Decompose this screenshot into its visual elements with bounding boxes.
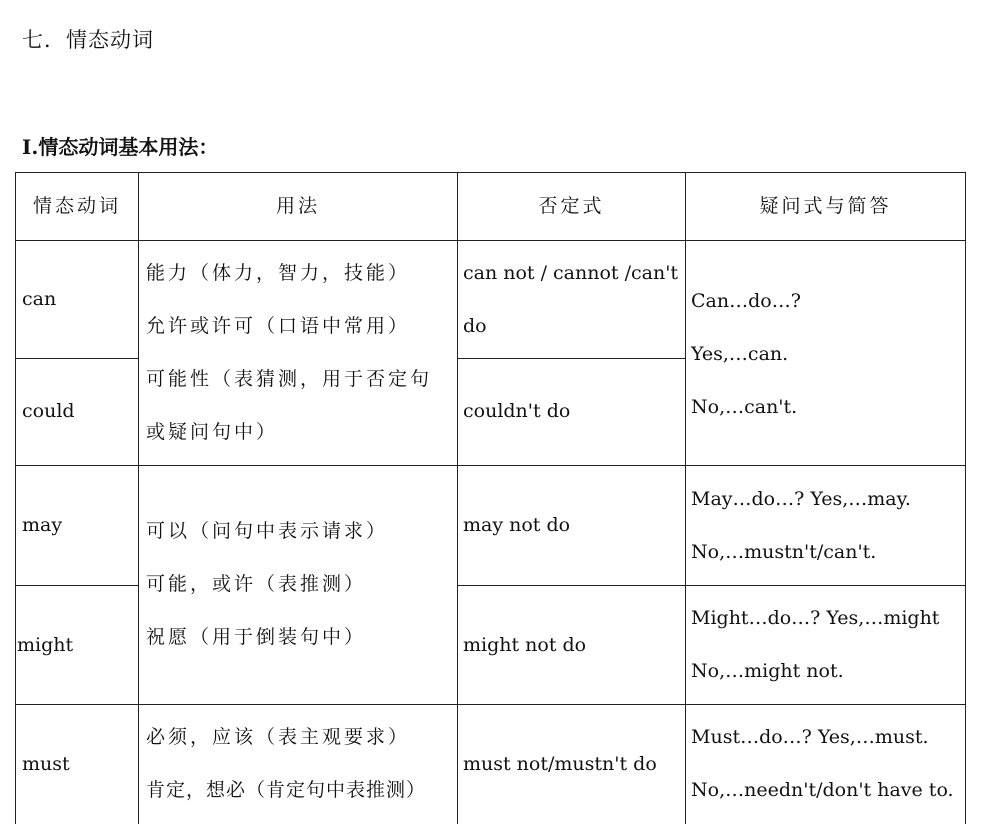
table-rule [15,240,966,241]
negative-cell-might: might not do [463,634,587,656]
usage-line: 能力（体力，智力，技能） [146,262,411,284]
table-column-rule [457,172,458,824]
table-rule [15,465,966,466]
verb-cell-could: could [22,400,75,422]
question-line: Can…do…? [691,290,801,312]
question-line: No,…needn't/don't have to. [691,779,954,801]
question-line: Might…do…? Yes,…might [691,607,940,629]
usage-line: 祝愿（用于倒装句中） [146,626,367,648]
usage-line: 可能，或许（表推测） [146,573,367,595]
table-rule [15,704,966,705]
verb-cell-might: might [17,634,74,656]
header-cell: 疑问式与简答 [759,195,892,217]
table-border-right [965,172,966,824]
table-rule [15,585,138,586]
question-line: No,…mustn't/can't. [691,541,877,563]
table-rule [457,358,685,359]
question-line: No,…might not. [691,660,844,682]
negative-cell-could: couldn't do [463,400,571,422]
verb-cell-may: may [22,514,63,536]
usage-line: 必须，应该（表主观要求） [146,726,411,748]
negative-line: do [463,315,487,337]
table-column-rule [138,172,139,824]
table-border-left [15,172,16,824]
usage-line: 或疑问句中） [146,421,279,443]
header-cell: 否定式 [538,195,605,217]
negative-line: can not / cannot /can't [463,262,679,284]
page-heading: 七．情态动词 [22,28,154,52]
header-cell: 用法 [275,195,320,217]
usage-line: 肯定，想必（肯定句中表推测） [146,779,427,801]
table-rule [457,585,966,586]
header-cell: 情态动词 [32,195,121,217]
table-rule [15,358,138,359]
section-heading: I.情态动词基本用法： [22,135,219,159]
question-line: Yes,…can. [691,343,789,365]
verb-cell-can: can [22,288,57,310]
question-line: No,…can't. [691,396,798,418]
usage-line: 可以（问句中表示请求） [146,520,389,542]
verb-cell-must: must [22,753,70,775]
usage-line: 允许或许可（口语中常用） [146,315,411,337]
question-line: May…do…? Yes,…may. [691,488,911,510]
table-border-top [15,172,966,173]
negative-cell-may: may not do [463,514,571,536]
question-line: Must…do…? Yes,…must. [691,726,929,748]
table-column-rule [685,172,686,824]
negative-cell-must: must not/mustn't do [463,753,657,775]
usage-line: 可能性（表猜测，用于否定句 [146,368,433,390]
